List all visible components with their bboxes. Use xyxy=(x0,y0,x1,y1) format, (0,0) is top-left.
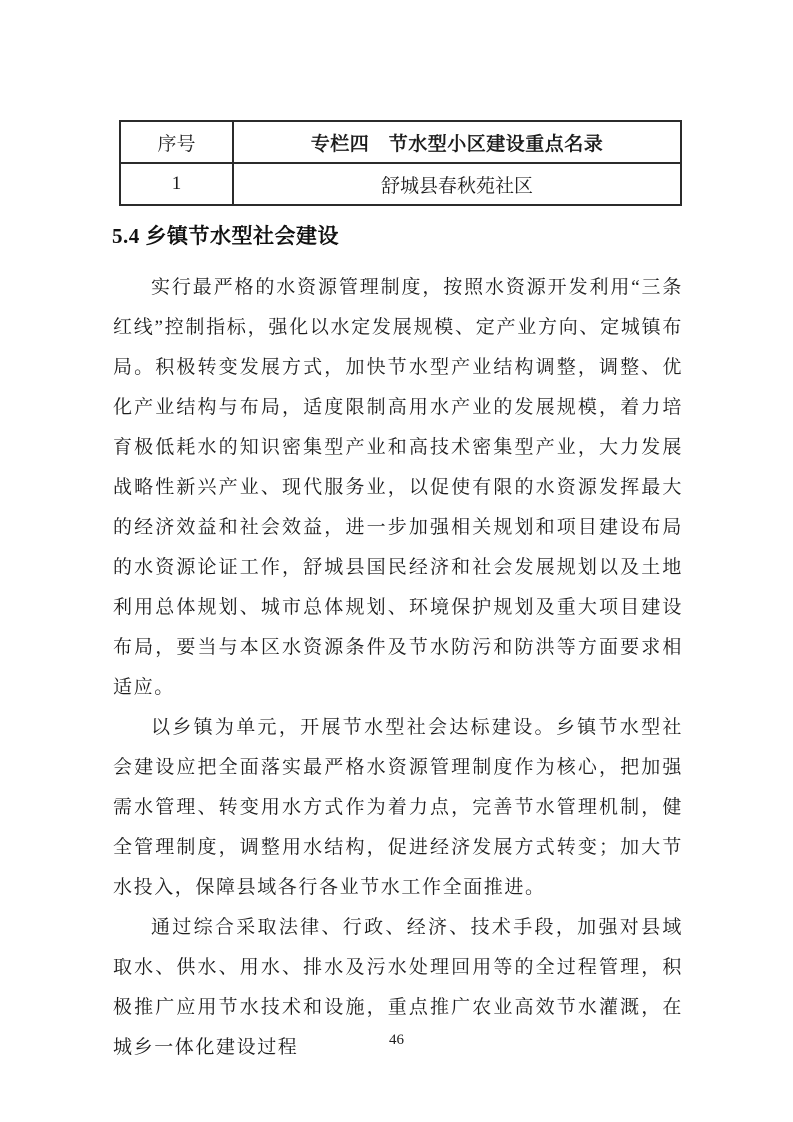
body-paragraph: 实行最严格的水资源管理制度，按照水资源开发利用“三条红线”控制指标，强化以水定发展规模、定产业方向、定城镇布局。积极转变发展方式，加快节水型产业结构调整，调整、优化产业结构与布局，适度限制高用水产业的发展规模，着力培育极低耗水的知识密集型产业和高技术密集型产业，大力发展战略性新兴产业、现代服务业，以促使有限的水资源发挥最大的经济效益和社会效益，进一步加强相关规划和项目建设布局的水资源论证工作，舒城县国民经济和社会发展规划以及土地利用总体规划、城市总体规划、环境保护规划及重大项目建设布局，要当与本区水资源条件及节水防污和防洪等方面要求相适应。 xyxy=(113,277,683,698)
table-row xyxy=(120,163,681,205)
body-text xyxy=(113,268,683,1068)
section-heading: 5.4 乡镇节水型社会建设 xyxy=(112,224,339,248)
table-header-serial: 序号 xyxy=(120,121,233,163)
table-header-row xyxy=(120,121,681,163)
page-number: 46 xyxy=(389,1032,404,1048)
placard-table xyxy=(119,120,682,206)
body-paragraph: 通过综合采取法律、行政、经济、技术手段，加强对县域取水、供水、用水、排水及污水处理回用等的全过程管理，积极推广应用节水技术和设施，重点推广农业高效节水灌溉，在城乡一体化建设过程 xyxy=(113,917,683,1058)
table-cell-serial: 1 xyxy=(120,163,233,205)
table-header-title: 专栏四 节水型小区建设重点名录 xyxy=(233,121,681,163)
table-cell-name: 舒城县春秋苑社区 xyxy=(233,163,681,205)
body-paragraph: 以乡镇为单元，开展节水型社会达标建设。乡镇节水型社会建设应把全面落实最严格水资源管理制度作为核心，把加强需水管理、转变用水方式作为着力点，完善节水管理机制，健全管理制度，调整用水结构，促进经济发展方式转变；加大节水投入，保障县域各行各业节水工作全面推进。 xyxy=(113,717,683,898)
